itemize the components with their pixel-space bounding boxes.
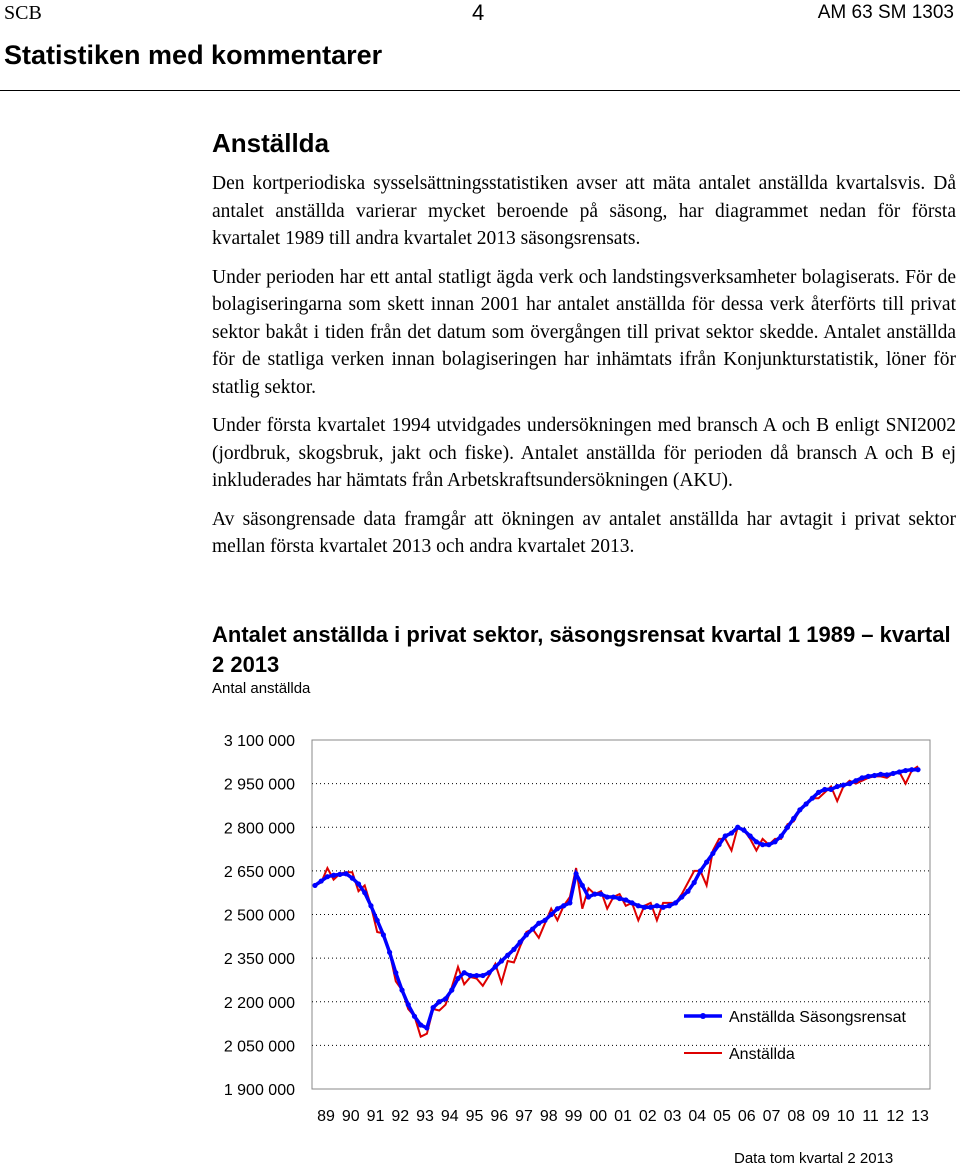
header-left: SCB	[4, 2, 42, 24]
data-point	[368, 903, 373, 908]
data-point	[810, 796, 815, 801]
data-point	[729, 830, 734, 835]
x-tick-label: 95	[465, 1108, 484, 1125]
data-point	[816, 790, 821, 795]
data-point	[462, 970, 467, 975]
data-point	[735, 825, 740, 830]
data-point	[605, 894, 610, 899]
data-point	[375, 918, 380, 923]
y-tick-label: 2 650 000	[223, 863, 295, 881]
data-point	[443, 996, 448, 1001]
data-point	[698, 868, 703, 873]
data-point	[710, 851, 715, 856]
data-point	[841, 782, 846, 787]
data-point	[431, 1005, 436, 1010]
data-point	[629, 900, 634, 905]
data-point	[692, 880, 697, 885]
data-point	[853, 778, 858, 783]
x-tick-label: 89	[317, 1108, 335, 1125]
data-point	[779, 833, 784, 838]
x-tick-label: 08	[787, 1108, 806, 1125]
data-point	[549, 912, 554, 917]
x-tick-label: 90	[341, 1108, 360, 1125]
data-point	[592, 892, 597, 897]
data-point	[872, 773, 877, 778]
x-tick-label: 11	[862, 1108, 879, 1125]
data-point	[356, 881, 361, 886]
x-tick-label: 02	[638, 1108, 657, 1125]
chart-y-axis-label: Antal anställda	[212, 680, 311, 697]
data-point	[642, 905, 647, 910]
x-tick-label: 09	[812, 1108, 830, 1125]
y-tick-label: 2 050 000	[223, 1038, 295, 1056]
data-point	[598, 892, 603, 897]
data-point	[623, 897, 628, 902]
data-point	[785, 825, 790, 830]
data-point	[455, 976, 460, 981]
paragraph-3: Under första kvartalet 1994 utvidgades undersökningen med bransch A och B enligt SNI2002 (jordbruk, skogsbruk, jakt och fiske). Antalet anställda för perioden då bransch A och B ej inkluderades har hämtats från Arbetskraftsundersökningen (AKU).	[212, 415, 956, 491]
data-point	[536, 921, 541, 926]
document-code: AM 63 SM 1303	[817, 2, 954, 23]
data-point	[319, 878, 324, 883]
data-point	[648, 905, 653, 910]
page-number: 4	[472, 0, 485, 25]
data-point	[741, 828, 746, 833]
data-point	[505, 953, 510, 958]
data-point	[393, 970, 398, 975]
data-point	[480, 973, 485, 978]
data-point	[312, 883, 317, 888]
series-line-anstallda-sasongsrensat	[315, 770, 918, 1028]
data-point	[673, 900, 678, 905]
data-point	[387, 950, 392, 955]
data-point	[791, 816, 796, 821]
x-tick-label: 97	[515, 1108, 533, 1125]
data-point	[381, 932, 386, 937]
data-point	[449, 988, 454, 993]
data-point	[350, 876, 355, 881]
data-point	[661, 905, 666, 910]
x-tick-label: 13	[911, 1108, 929, 1125]
page-heading: Statistiken med kommentarer	[4, 40, 383, 70]
data-point	[636, 903, 641, 908]
data-point	[716, 842, 721, 847]
data-point	[418, 1022, 423, 1027]
x-tick-label: 00	[589, 1108, 608, 1125]
x-tick-label: 03	[663, 1108, 682, 1125]
section-title: Anställda	[212, 128, 330, 158]
legend-label-sasongsrensat: Anställda Säsongsrensat	[729, 1009, 906, 1026]
data-point	[580, 883, 585, 888]
y-tick-label: 2 800 000	[223, 820, 295, 838]
data-point	[337, 872, 342, 877]
data-point	[524, 932, 529, 937]
y-tick-label: 2 200 000	[223, 994, 295, 1012]
paragraph-2: Under perioden har ett antal statligt ägda verk och landstingsverksamheter bolagiserats. För de bolagiseringarna som skett innan 2001 har antalet anställda för dessa verk återförts till privat sektor bakåt i tiden från det datum som övergången till privat sektor skedde. Antalet anställda för de statliga verken innan bolagiseringen har inhämtats ifrån Konjunkturstatistik, löner för statlig sektor.	[212, 266, 956, 398]
data-point	[511, 947, 516, 952]
data-point	[679, 894, 684, 899]
y-tick-label: 2 350 000	[223, 951, 295, 969]
data-point	[903, 768, 908, 773]
data-point	[412, 1014, 417, 1019]
x-tick-label: 12	[886, 1108, 905, 1125]
y-tick-label: 1 900 000	[223, 1082, 295, 1099]
x-tick-label: 10	[836, 1108, 855, 1125]
data-point	[909, 767, 914, 772]
data-point	[866, 774, 871, 779]
data-point	[555, 906, 560, 911]
x-tick-label: 94	[440, 1108, 459, 1125]
x-tick-label: 99	[564, 1108, 583, 1125]
x-tick-label: 01	[614, 1108, 632, 1125]
x-tick-label: 93	[416, 1108, 434, 1125]
data-point	[804, 801, 809, 806]
data-point	[654, 903, 659, 908]
data-point	[891, 771, 896, 776]
chart-title: Antalet anställda i privat sektor, säsongsrensat kvartal 1 1989 – kvartal 2 2013	[212, 622, 951, 677]
data-point	[567, 900, 572, 905]
legend-label-anstallda: Anställda	[729, 1046, 795, 1063]
data-point	[343, 871, 348, 876]
data-point	[399, 988, 404, 993]
x-tick-label: 92	[391, 1108, 410, 1125]
data-point	[685, 889, 690, 894]
data-point	[530, 926, 535, 931]
data-point	[704, 860, 709, 865]
data-note: Data tom kvartal 2 2013	[734, 1150, 894, 1167]
data-point	[847, 781, 852, 786]
data-point	[754, 839, 759, 844]
data-point	[859, 775, 864, 780]
data-point	[760, 842, 765, 847]
paragraph-4: Av säsongrensade data framgår att ökningen av antalet anställda har avtagit i privat sektor mellan första kvartalet 2013 och andra kvartalet 2013.	[212, 508, 956, 557]
data-point	[542, 918, 547, 923]
data-point	[828, 787, 833, 792]
data-point	[611, 894, 616, 899]
data-point	[437, 999, 442, 1004]
y-tick-label: 2 950 000	[223, 776, 295, 794]
data-point	[331, 873, 336, 878]
data-point	[884, 772, 889, 777]
x-tick-label: 06	[737, 1108, 756, 1125]
data-point	[617, 896, 622, 901]
data-point	[518, 940, 523, 945]
y-tick-label: 3 100 000	[223, 733, 295, 750]
data-point	[406, 1002, 411, 1007]
data-point	[723, 833, 728, 838]
data-point	[667, 903, 672, 908]
x-tick-label: 96	[490, 1108, 509, 1125]
data-point	[878, 772, 883, 777]
data-point	[468, 973, 473, 978]
data-point	[797, 807, 802, 812]
data-point	[897, 769, 902, 774]
x-tick-label: 07	[762, 1108, 781, 1125]
data-point	[561, 903, 566, 908]
x-tick-label: 04	[688, 1108, 707, 1125]
data-point	[766, 842, 771, 847]
data-point	[325, 874, 330, 879]
data-point	[822, 787, 827, 792]
data-point	[772, 839, 777, 844]
y-tick-label: 2 500 000	[223, 907, 295, 925]
data-point	[486, 970, 491, 975]
x-tick-label: 05	[713, 1108, 731, 1125]
data-point	[835, 784, 840, 789]
data-point	[499, 958, 504, 963]
data-point	[362, 890, 367, 895]
data-point	[586, 894, 591, 899]
data-point	[915, 767, 920, 772]
data-point	[424, 1025, 429, 1030]
data-point	[493, 964, 498, 969]
data-point	[748, 833, 753, 838]
legend-marker-sasongsrensat	[700, 1013, 706, 1019]
paragraph-1: Den kortperiodiska sysselsättningsstatistiken avser att mäta antalet anställda kvartalsvis. Då antalet anställda varierar mycket beroende på säsong, har diagrammet nedan för första kvartalet 1989 till andra kvartalet 2013 säsongsrensats.	[212, 173, 956, 249]
x-tick-label: 98	[539, 1108, 558, 1125]
data-point	[474, 973, 479, 978]
data-point	[573, 871, 578, 876]
x-tick-label: 91	[366, 1108, 385, 1125]
